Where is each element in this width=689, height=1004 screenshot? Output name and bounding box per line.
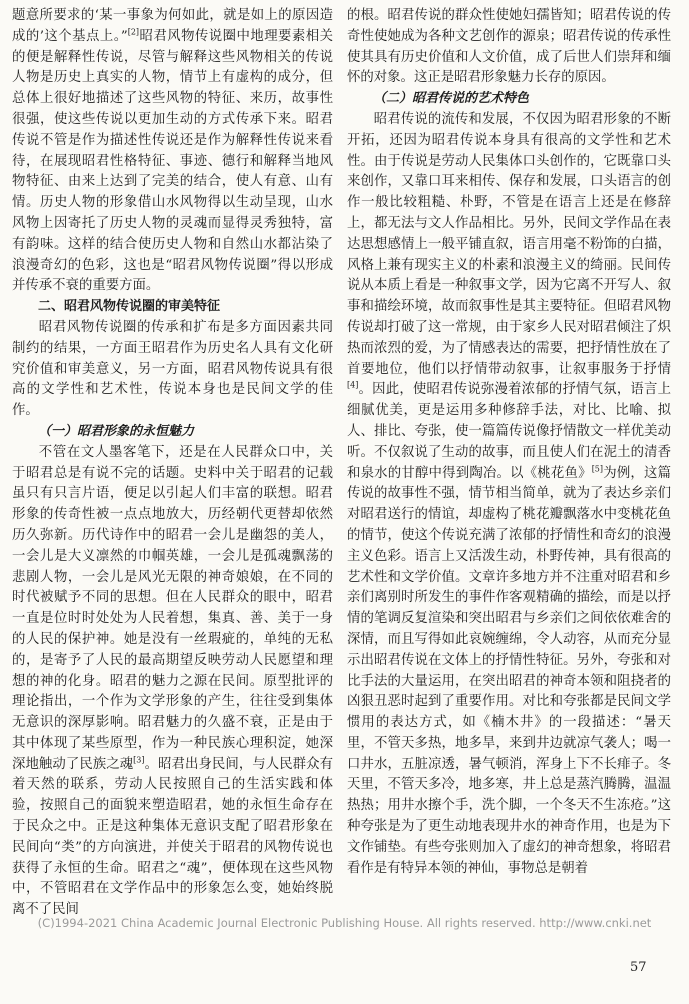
- left-column: [12, 6, 333, 921]
- copyright-footer: (C)1994-2021 China Academic Journal Electronic Publishing House. All rights reserved. http://www.cnki.net: [37, 916, 652, 930]
- right-column: [347, 6, 671, 879]
- subsection-heading: （二）昭君传说的艺术特色: [373, 91, 530, 107]
- paragraph: 题意所要求的‘某一事象为何如此，就是如上的原因造成的’这个基点上。”[2]昭君风物传说圈中地理要素相关的便是解释性传说，尽管与解释这些风物相关的传说人物是历史上真实的人物，情节上有虚构的成分，但总体上很好地描述了这些风物的特征、来历，故事性很强，使这些传说以更加生动的方式传承下来。昭君传说不管是作为描述性传说还是作为解释性传说来看待，在展现昭君性格特征、事迹、德行和解释当地风物特征、由来上达到了完美的结合，使人有意、山有情。历史人物的形象借山水风物得以生动呈现，山水风物上因寄托了历史人物的灵魂而显得灵秀独特，富有韵味。这样的结合使历史人物和自然山水都沾染了浪漫奇幻的色彩，这也是“昭君风物传说圈”得以形成并传承不衰的重要方面。: [12, 8, 334, 294]
- paragraph: 昭君传说的流传和发展，不仅因为昭君形象的不断开拓，还因为昭君传说本身具有很高的文学性和艺术性。由于传说是劳动人民集体口头创作的，它既靠口头来创作，又靠口耳来相传、保存和发展，口头语言的创作一般比较粗糙、朴野，不管是在语言上还是在修辞上，都无法与文人作品相比。另外，民间文学作品在表达思想感情上一般平铺直叙，语言用毫不粉饰的白描，风格上兼有现实主义的朴素和浪漫主义的绮丽。民间传说从本质上看是一种叙事文学，因为它离不开写人、叙事和描绘环境，故而叙事性是其主要特征。但昭君风物传说却打破了这一常规，由于家乡人民对昭君倾注了炽热而浓烈的爱，为了情感表达的需要，把抒情性放在了首要地位，他们以抒情带动叙事，让叙事服务于抒情[4]。因此，使昭君传说弥漫着浓郁的抒情气氛，语言上细腻优美，更是运用多种修辞手法，对比、比喻、拟人、排比、夸张，使一篇篇传说像抒情散文一样优美动听。不仅叙说了生动的故事，而且使人们在泥土的清香和泉水的甘醇中得到陶冶。以《桃花鱼》[5]为例，这篇传说的故事性不强，情节相当简单，就为了表达乡亲们对昭君送行的情谊，却虚构了桃花瓣飘落水中变桃花鱼的情节，使这个传说充满了浓郁的抒情性和奇幻的浪漫主义色彩。语言上又活泼生动，朴野传神，具有很高的艺术性和文学价值。文章许多地方并不注重对昭君和乡亲们离别时所发生的事件作客观精确的描绘，而是以抒情的笔调反复渲染和突出昭君与乡亲们之间依依难舍的深情，而且写得如此哀婉缠绵，令人动容，从而充分显示出昭君传说在文体上的抒情性特征。另外，夸张和对比手法的大量运用，在突出昭君的神奇本领和阻挠者的凶狠丑恶时起到了重要作用。对比和夸张都是民间文学惯用的表达方式，如《楠木井》的一段描述：“暑天里，不管天多热，地多旱，来到井边就凉气袭人；喝一口井水，五脏凉透，暑气顿消，浑身上下不长痱子。冬天里，不管天多冷，地多寒，井上总是蒸汽腾腾，温温热热；用井水擦个手，洗个脚，一个冬天不生冻疮。”这种夸张是为了更生动地表现井水的神奇作用，也是为下文作铺垫。有些夸张则加入了虚幻的神奇想象，将昭君看作是有特异本领的神仙，事物总是朝着: [347, 111, 671, 876]
- paragraph: 昭君风物传说圈的传承和扩布是多方面因素共同制约的结果，一方面王昭君作为历史名人具有文化研究价值和审美意义，另一方面，昭君风物传说具有很高的文学性和艺术性，传说本身也是民间文学的佳作。: [12, 319, 333, 419]
- section-heading: 二、昭君风物传说圈的审美特征: [38, 299, 221, 315]
- paragraph: 的根。昭君传说的群众性使她妇孺皆知；昭君传说的传奇性使她成为各种文艺创作的源泉；昭君传说的传承性使其具有历史价值和人文价值，成了后世人们崇拜和缅怀的对象。这正是昭君形象魅力长存的原因。: [347, 8, 671, 86]
- page-number: 57: [630, 960, 647, 975]
- paragraph: 不管在文人墨客笔下，还是在人民群众口中，关于昭君总是有说不完的话题。史料中关于昭君的记载虽只有只言片语，便足以引起人们丰富的联想。昭君形象的传奇性被一点点地放大，历经朝代更替却依然历久弥新。历代诗作中的昭君一会儿是幽怨的美人，一会儿是大义凛然的巾帼英雄，一会儿是孤魂飘荡的悲剧人物，一会儿是风光无限的神奇娘娘，在不同的时代被赋予不同的思想。但在人民群众的眼中，昭君一直是位时时处处为人民着想，集真、善、美于一身的人民的保护神。她是没有一丝瑕疵的，单纯的无私的，是寄予了人民的最高期望反映劳动人民愿望和理想的神的化身。昭君的魅力之源在民间。原型批评的理论指出，一个作为文学形象的产生，往往受到集体无意识的深厚影响。昭君魅力的久盛不衰，正是由于其中体现了某些原型，作为一种民族心理积淀，她深深地触动了民族之魂[3]。昭君出身民间，与人民群众有着天然的联系，劳动人民按照自己的生活实践和体验，按照自己的面貌来塑造昭君，她的永恒生命存在于民众之中。正是这种集体无意识支配了昭君形象在民间向“类”的方向演进，并使关于昭君的风物传说也获得了永恒的生命。昭君之“魂”，便体现在这些风物中，不管昭君在文学作品中的形象怎么变，她始终脱离不了民间: [12, 444, 334, 918]
- subsection-heading: （一）昭君形象的永恒魅力: [38, 423, 195, 439]
